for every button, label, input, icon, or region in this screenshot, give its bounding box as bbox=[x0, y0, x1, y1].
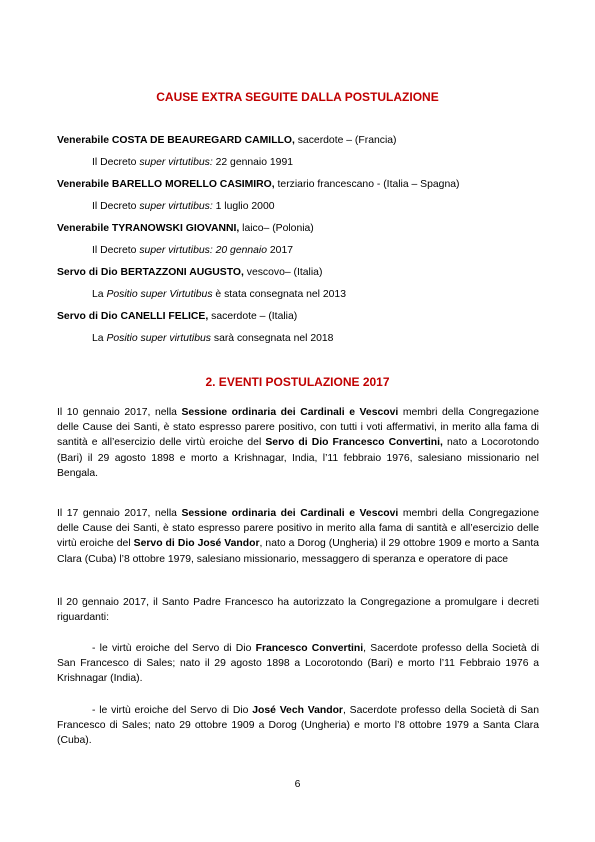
paragraph-decree-convertini bbox=[57, 641, 539, 687]
cause-detail-post: 1 luglio 2000 bbox=[212, 201, 275, 212]
cause-name: Venerabile BARELLO MORELLO CASIMIRO, bbox=[57, 179, 275, 190]
text-run-bold: Sessione ordinaria dei Cardinali e Vescovi bbox=[181, 508, 399, 519]
text-run: , Sacerdote professo della Società di San Francesco di Sales; nato 29 ottobre 1909 a Dorog (Ungheria) e morto l’8 ottobre 1979 a Santa Clara (Cuba). bbox=[57, 705, 539, 747]
text-run: Il 17 gennaio 2017, nella bbox=[57, 508, 182, 519]
cause-name: Servo di Dio CANELLI FELICE, bbox=[57, 311, 209, 322]
cause-detail bbox=[92, 332, 333, 345]
cause-description: sacerdote – (Francia) bbox=[294, 135, 397, 146]
cause-description: terziario francescano - (Italia – Spagna) bbox=[274, 179, 460, 190]
text-run: membri della Congregazione delle Cause dei Santi, è stato espresso parere positivo in merito alla fama di santità e all’esercizio delle virtù eroiche del bbox=[57, 508, 539, 550]
cause-detail-post: sarà consegnata nel 2018 bbox=[210, 333, 334, 344]
cause-detail-italic: Positio super virtutibus bbox=[106, 333, 211, 344]
text-run-bold: Servo di Dio Francesco Convertini, bbox=[265, 437, 443, 449]
text-run-bold: Sessione ordinaria dei Cardinali e Vescovi bbox=[181, 407, 399, 418]
text-run: - le virtù eroiche del Servo di Dio bbox=[92, 643, 256, 654]
text-run-bold: Servo di Dio José Vandor bbox=[133, 538, 260, 550]
cause-entry bbox=[57, 222, 314, 235]
cause-detail bbox=[92, 156, 293, 169]
cause-name: Venerabile COSTA DE BEAUREGARD CAMILLO, bbox=[57, 135, 295, 146]
text-run: nato a Locorotondo (Bari) il 29 agosto 1898 e morto a Krishnagar, India, l’11 febbraio 1976, salesiano missionario nel Bengala. bbox=[57, 437, 539, 479]
cause-description: laico– (Polonia) bbox=[239, 223, 314, 234]
cause-detail-pre: La bbox=[92, 333, 107, 344]
text-run: Il 10 gennaio 2017, nella bbox=[57, 407, 182, 418]
cause-description: sacerdote – (Italia) bbox=[208, 311, 298, 322]
text-run: , Sacerdote professo della Società di San Francesco di Sales; nato il 29 agosto 1898 a Locorotondo (Bari) e morto l’11 Febbraio 1976 a Krishnagar (India). bbox=[57, 643, 540, 685]
text-run: , nato a Dorog (Ungheria) il 29 ottobre 1909 e morto a Santa Clara (Cuba) l’8 ottobre 1979, salesiano missionario, messaggero di speranza e operatore di pace bbox=[57, 538, 539, 565]
cause-detail-italic: super virtutibus: bbox=[139, 201, 213, 212]
cause-detail-italic: super virtutibus: 20 gennaio bbox=[139, 245, 268, 256]
cause-detail-italic: Positio super Virtutibus bbox=[106, 289, 213, 300]
cause-detail-italic: super virtutibus: bbox=[139, 157, 213, 168]
text-run: membri della Congregazione delle Cause dei Santi, è stato espresso parere positivo, con tutti i voti affermativi, in merito alla fama di santità e all’esercizio delle virtù eroiche del bbox=[57, 407, 539, 449]
cause-detail bbox=[92, 288, 346, 301]
cause-detail-pre: Il Decreto bbox=[92, 157, 140, 168]
paragraph-event-2 bbox=[57, 506, 539, 567]
section-title-cause-extra: CAUSE EXTRA SEGUITE DALLA POSTULAZIONE bbox=[156, 90, 439, 104]
cause-name: Servo di Dio BERTAZZONI AUGUSTO, bbox=[57, 267, 244, 278]
cause-entry bbox=[57, 310, 297, 323]
cause-entry bbox=[57, 178, 459, 191]
page-number: 6 bbox=[294, 779, 301, 790]
section-title-eventi: 2. EVENTI POSTULAZIONE 2017 bbox=[205, 375, 390, 389]
cause-detail-post: è stata consegnata nel 2013 bbox=[212, 289, 346, 300]
cause-detail bbox=[92, 244, 293, 257]
text-run-bold: Francesco Convertini bbox=[255, 643, 364, 654]
paragraph-decree-vandor bbox=[57, 703, 539, 749]
text-run: - le virtù eroiche del Servo di Dio bbox=[92, 705, 253, 716]
text-run-bold: José Vech Vandor bbox=[252, 705, 343, 716]
cause-detail bbox=[92, 200, 275, 213]
cause-name: Venerabile TYRANOWSKI GIOVANNI, bbox=[57, 223, 240, 234]
paragraph-event-3: Il 20 gennaio 2017, il Santo Padre Francesco ha autorizzato la Congregazione a promulgare i decreti riguardanti: bbox=[57, 597, 539, 624]
paragraph-event-1 bbox=[57, 405, 539, 481]
cause-entry bbox=[57, 134, 397, 147]
cause-detail-post: 22 gennaio 1991 bbox=[212, 157, 294, 168]
cause-detail-pre: Il Decreto bbox=[92, 245, 140, 256]
cause-detail-post: 2017 bbox=[267, 245, 294, 256]
cause-description: vescovo– (Italia) bbox=[243, 267, 323, 278]
cause-entry bbox=[57, 266, 322, 279]
cause-detail-pre: Il Decreto bbox=[92, 201, 140, 212]
cause-detail-pre: La bbox=[92, 289, 107, 300]
